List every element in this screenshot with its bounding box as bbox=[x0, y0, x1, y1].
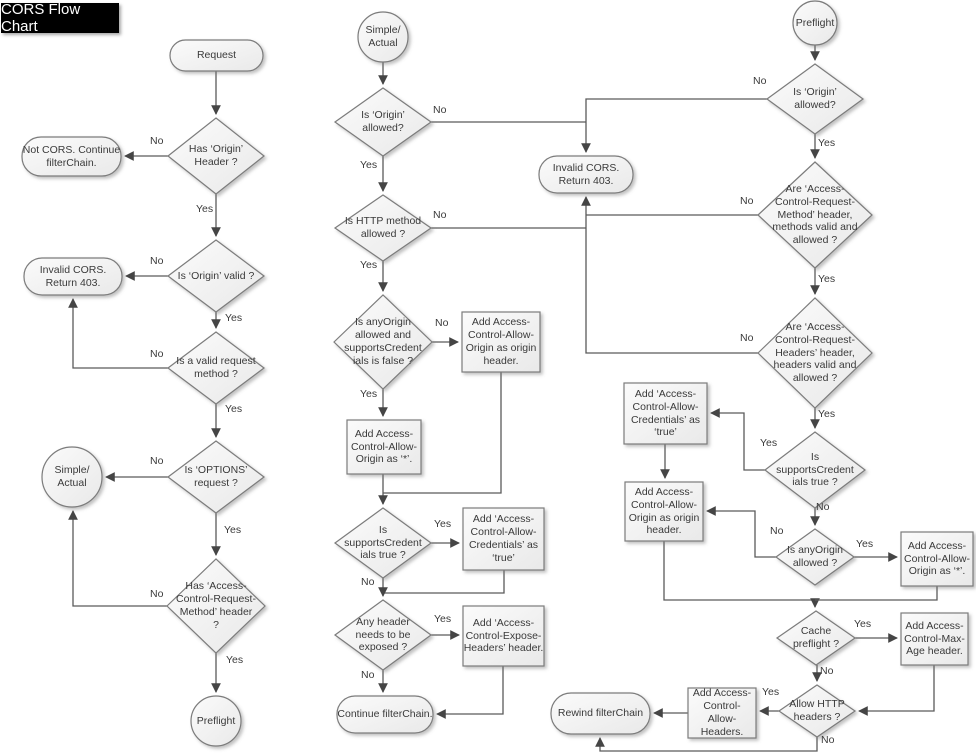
supports-credentials-true-label-col3: Is supportsCredent ials true ? bbox=[776, 450, 854, 489]
edge-no-origin-valid: No bbox=[150, 255, 164, 267]
edge-yes-valid-method: Yes bbox=[225, 403, 243, 415]
edge-yes-supports-col3: Yes bbox=[760, 437, 778, 449]
add-acao-star-label-col2: Add Access- Control-Allow- Origin as ‘*’. bbox=[351, 427, 417, 466]
add-acac-true-label-col2: Add ‘Access- Control-Allow- Credentials’ as ‘true’ bbox=[468, 513, 539, 564]
chart-title: CORS Flow Chart bbox=[1, 3, 119, 33]
add-acao-origin-header-process-col3 bbox=[625, 482, 703, 541]
flow-connector bbox=[859, 665, 934, 711]
allow-http-headers-label: Allow HTTP headers ? bbox=[789, 698, 845, 723]
flow-connector bbox=[707, 511, 776, 557]
supports-credentials-true-decision-col3 bbox=[765, 432, 865, 508]
continue-filterchain-label: Continue filterChain. bbox=[337, 708, 433, 721]
acr-method-valid-label: Are ‘Access- Control-Request- Method’ header, methods valid and allowed ? bbox=[772, 183, 858, 247]
add-acao-star-process-col2 bbox=[347, 420, 421, 474]
is-origin-valid-label: Is ‘Origin’ valid ? bbox=[177, 269, 255, 282]
add-acac-true-process-col2 bbox=[463, 508, 544, 570]
is-origin-valid-decision bbox=[168, 240, 264, 312]
is-options-request-label: Is ‘OPTIONS’ request ? bbox=[184, 464, 248, 489]
add-acao-star-process-col3 bbox=[901, 532, 973, 586]
edge-yes-any-header: Yes bbox=[434, 613, 452, 625]
add-expose-headers-process bbox=[463, 606, 544, 666]
preflight-label-col3: Preflight bbox=[795, 16, 835, 29]
shapes bbox=[22, 1, 973, 746]
preflight-label-col1: Preflight bbox=[196, 714, 236, 727]
valid-request-method-decision bbox=[168, 332, 264, 404]
rewind-filterchain-label: Rewind filterChain bbox=[557, 707, 644, 720]
anyorigin-supportscredentials-label: Is anyOrigin allowed and supportsCredent ials is false ? bbox=[344, 316, 422, 367]
supports-credentials-true-decision-col2 bbox=[335, 508, 431, 578]
edge-no-options: No bbox=[150, 455, 164, 467]
edge-yes-http-method: Yes bbox=[360, 259, 378, 271]
has-acrm-header-decision bbox=[167, 559, 265, 653]
edge-no-supports-col3: No bbox=[816, 501, 830, 513]
is-origin-allowed-decision-col2 bbox=[335, 88, 431, 156]
simple-actual-connector-col2 bbox=[358, 12, 408, 62]
edge-yes-options: Yes bbox=[224, 524, 242, 536]
acr-headers-valid-decision bbox=[758, 298, 872, 408]
request-label: Request bbox=[196, 49, 237, 62]
is-http-method-allowed-label: Is HTTP method allowed ? bbox=[344, 215, 422, 240]
invalid-cors-label-col1: Invalid CORS. Return 403. bbox=[39, 263, 107, 289]
add-max-age-label: Add Access- Control-Max- Age header. bbox=[904, 619, 965, 658]
add-expose-headers-label: Add ‘Access- Control-Expose- Headers’ header. bbox=[463, 616, 544, 655]
flow-connector bbox=[586, 197, 758, 353]
edge-no-acrh-valid: No bbox=[740, 332, 754, 344]
edge-yes-cache-preflight: Yes bbox=[854, 618, 872, 630]
invalid-cors-terminator-center bbox=[539, 156, 633, 193]
simple-actual-connector-col1 bbox=[42, 447, 102, 507]
acr-headers-valid-label: Are ‘Access- Control-Request- Headers’ header, headers valid and allowed ? bbox=[773, 321, 857, 385]
edge-yes-allow-http: Yes bbox=[762, 686, 780, 698]
flow-connector bbox=[437, 666, 503, 714]
edge-yes-acrm: Yes bbox=[226, 654, 244, 666]
edge-no-anyorigin-supports: No bbox=[435, 317, 449, 329]
request-terminator bbox=[170, 40, 263, 71]
valid-request-method-label: Is a valid request method ? bbox=[176, 355, 256, 380]
edge-no-valid-method: No bbox=[150, 348, 164, 360]
edge-yes-origin-valid: Yes bbox=[225, 312, 243, 324]
is-http-method-allowed-decision bbox=[335, 195, 431, 261]
add-acao-star-label-col3: Add Access- Control-Allow- Origin as ‘*’. bbox=[904, 539, 970, 578]
is-anyorigin-allowed-label: Is anyOrigin allowed ? bbox=[786, 544, 844, 569]
any-header-exposed-label: Any header needs to be exposed ? bbox=[355, 615, 411, 654]
edge-yes-acrh-valid: Yes bbox=[818, 408, 836, 420]
any-header-exposed-decision bbox=[335, 600, 431, 670]
is-anyorigin-allowed-decision bbox=[776, 529, 854, 585]
edge-no-origin-allowed-col2: No bbox=[433, 104, 447, 116]
is-origin-allowed-label-col2: Is ‘Origin’ allowed? bbox=[361, 109, 405, 134]
edge-no-any-header: No bbox=[361, 669, 375, 681]
edge-no-allow-http: No bbox=[821, 734, 835, 746]
has-origin-header-decision bbox=[168, 118, 264, 194]
edge-no-acrm: No bbox=[150, 588, 164, 600]
not-cors-label: Not CORS. Continue filterChain. bbox=[22, 143, 121, 169]
is-origin-allowed-label-col3: Is ‘Origin’ allowed? bbox=[793, 86, 837, 111]
has-acrm-header-label: Has ‘Access- Control-Request- Method’ header ? bbox=[176, 580, 256, 631]
flow-connector bbox=[383, 570, 504, 593]
flow-connector bbox=[711, 413, 765, 470]
cache-preflight-label: Cache preflight ? bbox=[792, 625, 840, 650]
edge-no-has-origin: No bbox=[150, 135, 164, 147]
edge-no-supports-col2: No bbox=[361, 576, 375, 588]
edge-no-http-method: No bbox=[433, 209, 447, 221]
is-origin-allowed-decision-col3 bbox=[767, 64, 863, 134]
add-allow-headers-label: Add Access- Control- Allow- Headers. bbox=[692, 687, 752, 738]
is-options-request-decision bbox=[168, 441, 264, 513]
edge-yes-origin-allowed-col3: Yes bbox=[818, 137, 836, 149]
flow-connector bbox=[73, 299, 168, 368]
rewind-filterchain-terminator bbox=[551, 693, 650, 734]
edge-yes-acrm-valid: Yes bbox=[818, 273, 836, 285]
has-origin-header-label: Has ‘Origin’ Header ? bbox=[188, 143, 244, 168]
add-acao-origin-header-label-col3: Add Access- Control-Allow- Origin as origin header. bbox=[628, 485, 700, 537]
flow-connector bbox=[600, 737, 817, 751]
edge-yes-anyorigin-allowed: Yes bbox=[856, 538, 874, 550]
invalid-cors-terminator-col1 bbox=[24, 258, 122, 295]
not-cors-terminator bbox=[22, 137, 121, 176]
add-max-age-process bbox=[901, 613, 968, 665]
acr-method-valid-decision bbox=[758, 162, 872, 268]
edge-no-acrm-valid: No bbox=[740, 195, 754, 207]
flow-connector bbox=[586, 99, 767, 152]
flow-connector bbox=[815, 586, 937, 600]
continue-filterchain-terminator bbox=[337, 696, 433, 733]
add-acac-true-label-col3: Add ‘Access- Control-Allow- Credentials’ as ‘true’ bbox=[630, 387, 701, 439]
preflight-connector-col3 bbox=[793, 1, 837, 45]
edge-yes-anyorigin-supports: Yes bbox=[360, 388, 378, 400]
edge-no-anyorigin-allowed: No bbox=[770, 525, 784, 537]
edge-yes-supports-col2: Yes bbox=[434, 518, 452, 530]
edge-yes-origin-allowed-col2: Yes bbox=[360, 159, 378, 171]
simple-actual-label-col2: Simple/ Actual bbox=[365, 24, 401, 49]
edge-yes-has-origin: Yes bbox=[196, 203, 214, 215]
invalid-cors-label-center: Invalid CORS. Return 403. bbox=[552, 161, 620, 187]
flow-connector bbox=[73, 511, 167, 606]
simple-actual-label-col1: Simple/ Actual bbox=[54, 464, 90, 489]
add-allow-headers-process bbox=[688, 688, 756, 738]
edge-no-cache-preflight: No bbox=[820, 665, 834, 677]
supports-credentials-true-label-col2: Is supportsCredent ials true ? bbox=[344, 523, 422, 562]
cache-preflight-decision bbox=[777, 611, 855, 665]
preflight-connector-col1 bbox=[191, 696, 241, 746]
allow-http-headers-decision bbox=[779, 685, 855, 737]
add-acao-origin-header-label-col2: Add Access- Control-Allow- Origin as origin header. bbox=[465, 316, 537, 367]
add-acac-true-process-col3 bbox=[624, 383, 707, 444]
edge-no-origin-allowed-col3: No bbox=[753, 75, 767, 87]
anyorigin-supportscredentials-decision bbox=[334, 295, 432, 389]
add-acao-origin-header-process-col2 bbox=[462, 312, 540, 372]
